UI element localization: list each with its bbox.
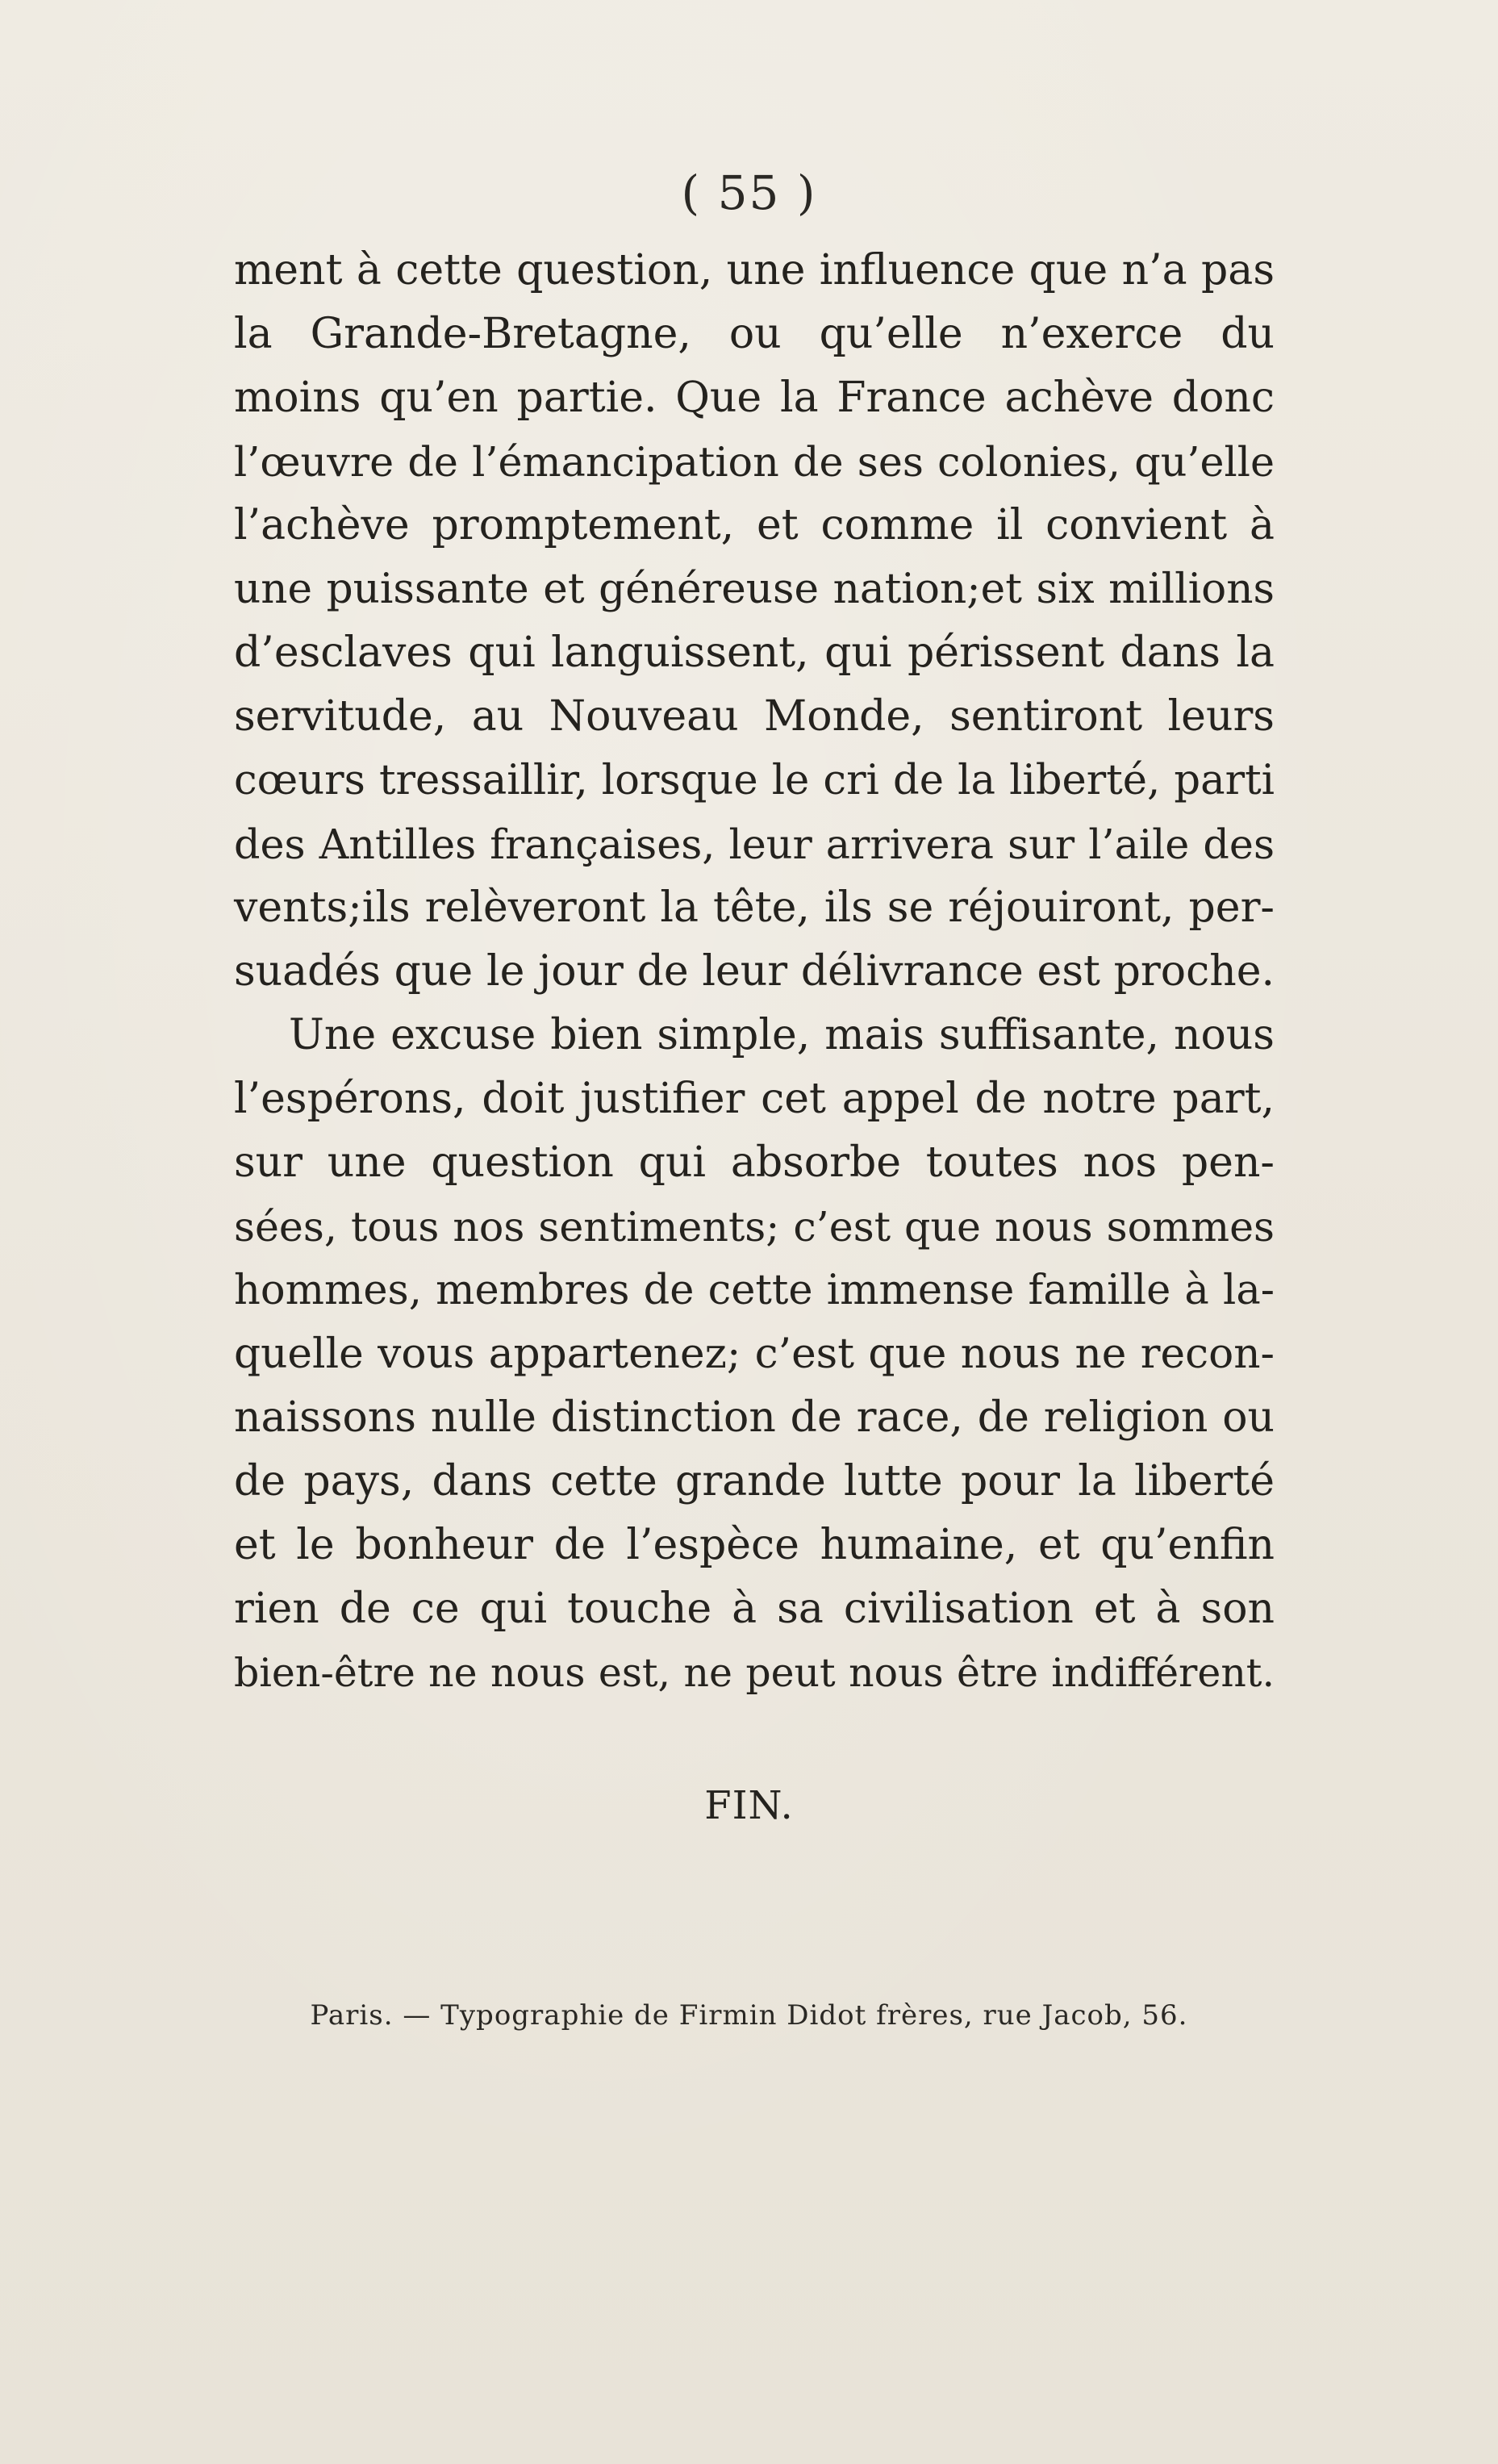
text-line: cœurs tressaillir, lorsque le cri de la liberté, parti xyxy=(234,757,1275,804)
text-line: ment à cette question, une influence que n’a pas xyxy=(234,246,1275,294)
body-text xyxy=(234,239,1275,1705)
fin-heading: FIN. xyxy=(704,1783,794,1828)
text-line: suadés que le jour de leur délivrance est proche. xyxy=(234,947,1275,996)
text-line: bien-être ne nous est, ne peut nous être indifférent. xyxy=(234,1650,1275,1696)
text-line: vents;ils relèveront la tête, ils se réjouiront, per- xyxy=(234,883,1275,932)
text-line: Une excuse bien simple, mais suffisante, nous xyxy=(289,1011,1275,1059)
text-line: moins qu’en partie. Que la France achève donc xyxy=(234,374,1275,422)
printer-colophon: Paris. — Typographie de Firmin Didot frères, rue Jacob, 56. xyxy=(310,1999,1188,2032)
text-line: quelle vous appartenez; c’est que nous ne recon- xyxy=(234,1330,1275,1378)
text-line: et le bonheur de l’espèce humaine, et qu’enfin xyxy=(234,1521,1275,1569)
text-line: d’esclaves qui languissent, qui périssent dans la xyxy=(234,629,1275,677)
text-line: des Antilles françaises, leur arrivera sur l’aile des xyxy=(234,821,1275,868)
text-line: la Grande-Bretagne, ou qu’elle n’exerce du xyxy=(234,310,1275,358)
text-line: de pays, dans cette grande lutte pour la liberté xyxy=(234,1457,1275,1506)
text-line: l’espérons, doit justifier cet appel de notre part, xyxy=(234,1075,1275,1123)
text-line: sur une question qui absorbe toutes nos pen- xyxy=(234,1138,1275,1187)
text-line: rien de ce qui touche à sa civilisation et à son xyxy=(234,1585,1275,1633)
page-number: ( 55 ) xyxy=(681,165,817,220)
text-line: l’achève promptement, et comme il convient à xyxy=(234,501,1275,549)
text-line: naissons nulle distinction de race, de religion ou xyxy=(234,1393,1275,1442)
text-line: une puissante et généreuse nation;et six millions xyxy=(234,565,1275,613)
text-line: servitude, au Nouveau Monde, sentiront leurs xyxy=(234,692,1275,741)
text-line: hommes, membres de cette immense famille à la- xyxy=(234,1267,1275,1314)
text-line: sées, tous nos sentiments; c’est que nous sommes xyxy=(234,1203,1275,1251)
text-line: l’œuvre de l’émancipation de ses colonies, qu’elle xyxy=(234,438,1275,486)
